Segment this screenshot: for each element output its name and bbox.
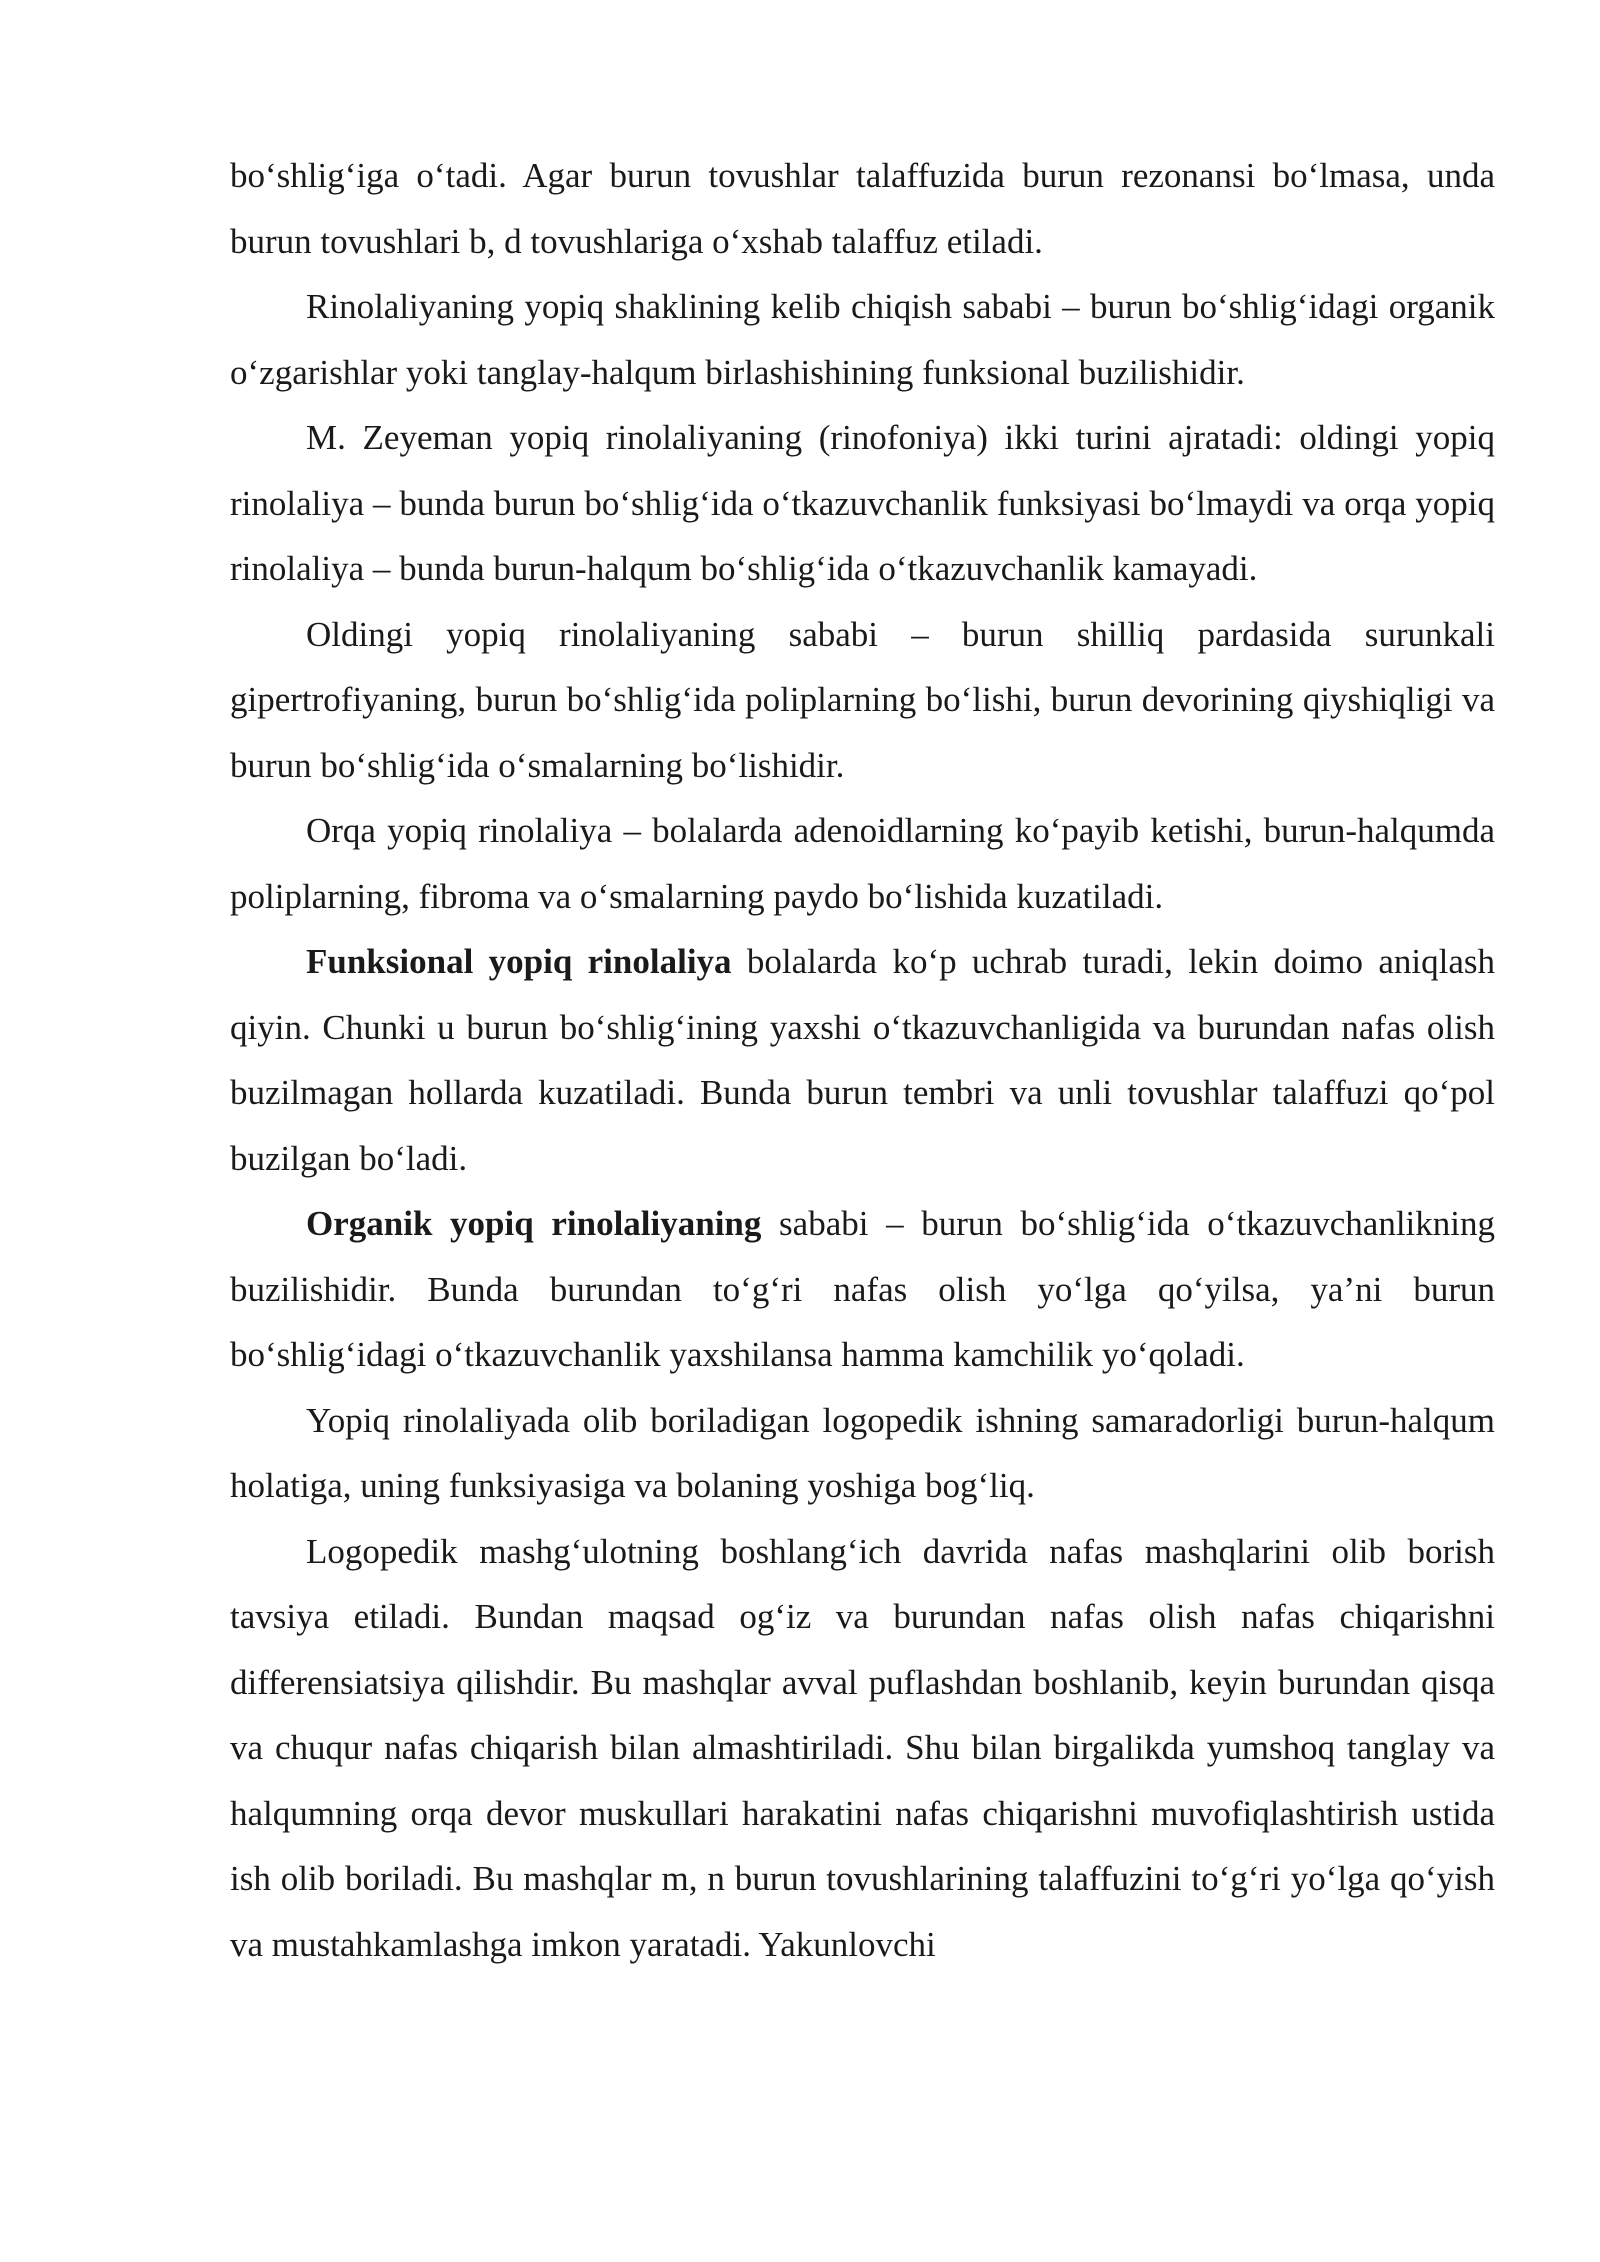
paragraph-3: M. Zeyeman yopiq rinolaliyaning (rinofoniya) ikki turini ajratadi: oldingi yopiq rinolaliya – bunda burun bo‘shlig‘ida o‘tkazuvchanlik funksiyasi bo‘lmaydi va orqa yopiq rinolaliya – bunda burun-halqum bo‘shlig‘ida o‘tkazuvchanlik kamayadi. <box>230 418 1495 588</box>
paragraph-6-text: bolalarda ko‘p uchrab turadi, lekin doimo aniqlash qiyin. Chunki u burun bo‘shlig‘ining yaxshi o‘tkazuvchanligida va burundan nafas olish buzilmagan hollarda kuzatiladi. Bunda burun tembri va unli tovushlar talaffuzi qo‘pol buzilgan bo‘ladi. <box>230 942 1495 1178</box>
paragraph-6 <box>230 929 1495 1191</box>
paragraph-9: Logopedik mashg‘ulotning boshlang‘ich davrida nafas mashqlarini olib borish tavsiya etiladi. Bundan maqsad og‘iz va burundan nafas olish nafas chiqarishni differensiatsiya qilishdir. Bu mashqlar avval puflashdan boshlanib, keyin burundan qisqa va chuqur nafas chiqarish bilan almashtiriladi. Shu bilan birgalikda yumshoq tanglay va halqumning orqa devor muskullari harakatini nafas chiqarishni muvofiqlashtirish ustida ish olib boriladi. Bu mashqlar m, n burun tovushlarining talaffuzini to‘g‘ri yo‘lga qo‘yish va mustahkamlashga imkon yaratadi. Yakunlovchi <box>230 1531 1495 1964</box>
paragraph-6-bold-term: Funksional yopiq rinolaliya <box>306 942 732 981</box>
paragraph-1: bo‘shlig‘iga o‘tadi. Agar burun tovushlar talaffuzida burun rezonansi bo‘lmasa, unda burun tovushlari b, d tovushlariga o‘xshab talaffuz etiladi. <box>230 156 1495 261</box>
paragraph-5: Orqa yopiq rinolaliya – bolalarda adenoidlarning ko‘payib ketishi, burun-halqumda poliplarning, fibroma va o‘smalarning paydo bo‘lishida kuzatiladi. <box>230 811 1495 916</box>
paragraph-7 <box>230 1191 1495 1388</box>
paragraph-7-bold-term: Organik yopiq rinolaliyaning <box>306 1204 762 1243</box>
paragraph-8: Yopiq rinolaliyada olib boriladigan logopedik ishning samaradorligi burun-halqum holatiga, uning funksiyasiga va bolaning yoshiga bog‘liq. <box>230 1400 1495 1505</box>
document-page <box>230 143 1495 1977</box>
paragraph-7-text: sababi – burun bo‘shlig‘ida o‘tkazuvchanlikning buzilishidir. Bunda burundan to‘g‘ri nafas olish yo‘lga qo‘yilsa, ya’ni burun bo‘shlig‘idagi o‘tkazuvchanlik yaxshilansa hamma kamchilik yo‘qoladi. <box>230 1204 1495 1374</box>
paragraph-2: Rinolaliyaning yopiq shaklining kelib chiqish sababi – burun bo‘shlig‘idagi organik o‘zgarishlar yoki tanglay-halqum birlashishining funksional buzilishidir. <box>230 287 1495 392</box>
paragraph-4: Oldingi yopiq rinolaliyaning sababi – burun shilliq pardasida surunkali gipertrofiyaning, burun bo‘shlig‘ida poliplarning bo‘lishi, burun devorining qiyshiqligi va burun bo‘shlig‘ida o‘smalarning bo‘lishidir. <box>230 614 1495 785</box>
